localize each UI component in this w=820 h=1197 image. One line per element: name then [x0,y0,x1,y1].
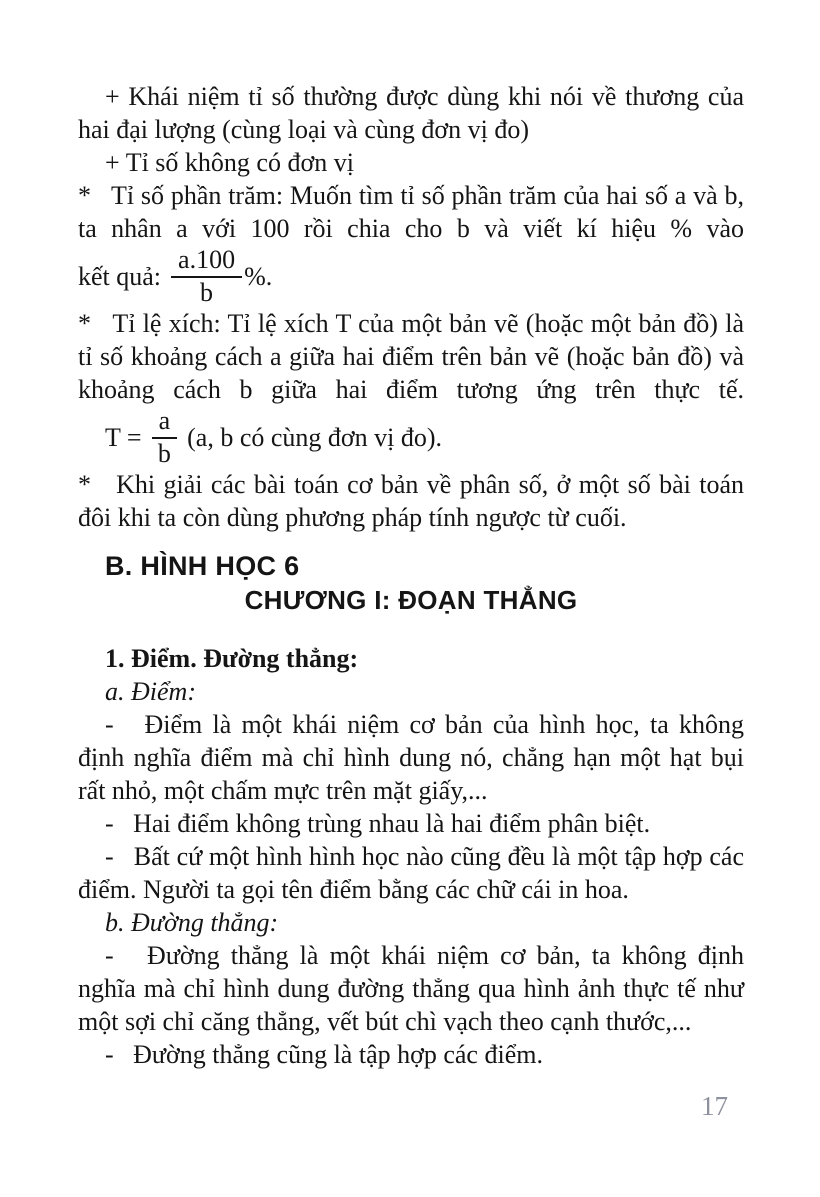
percent-formula [78,245,744,307]
percent-fraction-numerator: a.100 [171,246,242,278]
scale-fraction [152,407,178,467]
scale-fraction-denominator: b [157,439,171,468]
paragraph-reverse-method: * Khi giải các bài toán cơ bản về phân số, ở một số bài toán đôi khi ta còn dùng phương pháp tính ngược từ cuối. [78,470,744,532]
page-content [78,80,744,1071]
subsection-b-title: b. Đường thẳng: [105,908,279,937]
paragraph-scale-rule: * Tỉ lệ xích: Tỉ lệ xích T của một bản vẽ (hoặc một bản đồ) là tỉ số khoảng cách a giữa hai điểm trên bản vẽ (hoặc bản đồ) và khoảng cách b giữa hai điểm tương ứng trên thực tế. [78,309,744,404]
paragraph-line-point-set: - Đường thẳng cũng là tập hợp các điểm. [105,1040,543,1069]
formula-prefix-label: kết quả: [78,261,162,291]
scale-formula [78,406,744,468]
page-number: 17 [701,1091,728,1121]
paragraph-point-definition: - Điểm là một khái niệm cơ bản của hình học, ta không định nghĩa điểm mà chỉ hình dung nó, chẳng hạn một hạt bụi rất nhỏ, một chấm mực trên mặt giấy,... [78,710,744,805]
part-b-heading: B. HÌNH HỌC 6 [105,551,300,581]
paragraph-percent-rule: * Tỉ số phần trăm: Muốn tìm tỉ số phần trăm của hai số a và b, ta nhân a với 100 rồi chia cho b và viết kí hiệu % vào [78,181,744,243]
paragraph-shapes-point-sets: - Bất cứ một hình hình học nào cũng đều là một tập hợp các điểm. Người ta gọi tên điểm bằng các chữ cái in hoa. [78,842,744,904]
scale-formula-note: (a, b có cùng đơn vị đo). [187,422,443,452]
percent-fraction-suffix: %. [244,261,273,291]
paragraph-ratio-no-unit: + Tỉ số không có đơn vị [105,148,354,177]
subsection-a-title: a. Điểm: [105,677,196,706]
percent-fraction-denominator: b [200,278,214,307]
paragraph-line-definition: - Đường thẳng là một khái niệm cơ bản, ta không định nghĩa mà chỉ hình dung đường thẳng qua hình ảnh thực tế như một sợi chỉ căng thẳng, vết bút chì vạch theo cạnh thước,... [78,941,744,1036]
paragraph-ratio-concept: + Khái niệm tỉ số thường được dùng khi nói về thương của hai đại lượng (cùng loại và cùng đơn vị đo) [78,82,744,144]
percent-fraction [171,246,242,306]
chapter-heading: CHƯƠNG I: ĐOẠN THẲNG [244,585,578,615]
scale-formula-lhs: T = [105,422,142,452]
scale-fraction-numerator: a [152,407,178,439]
paragraph-distinct-points: - Hai điểm không trùng nhau là hai điểm phân biệt. [105,809,651,838]
lesson-title: 1. Điểm. Đường thẳng: [105,644,359,673]
